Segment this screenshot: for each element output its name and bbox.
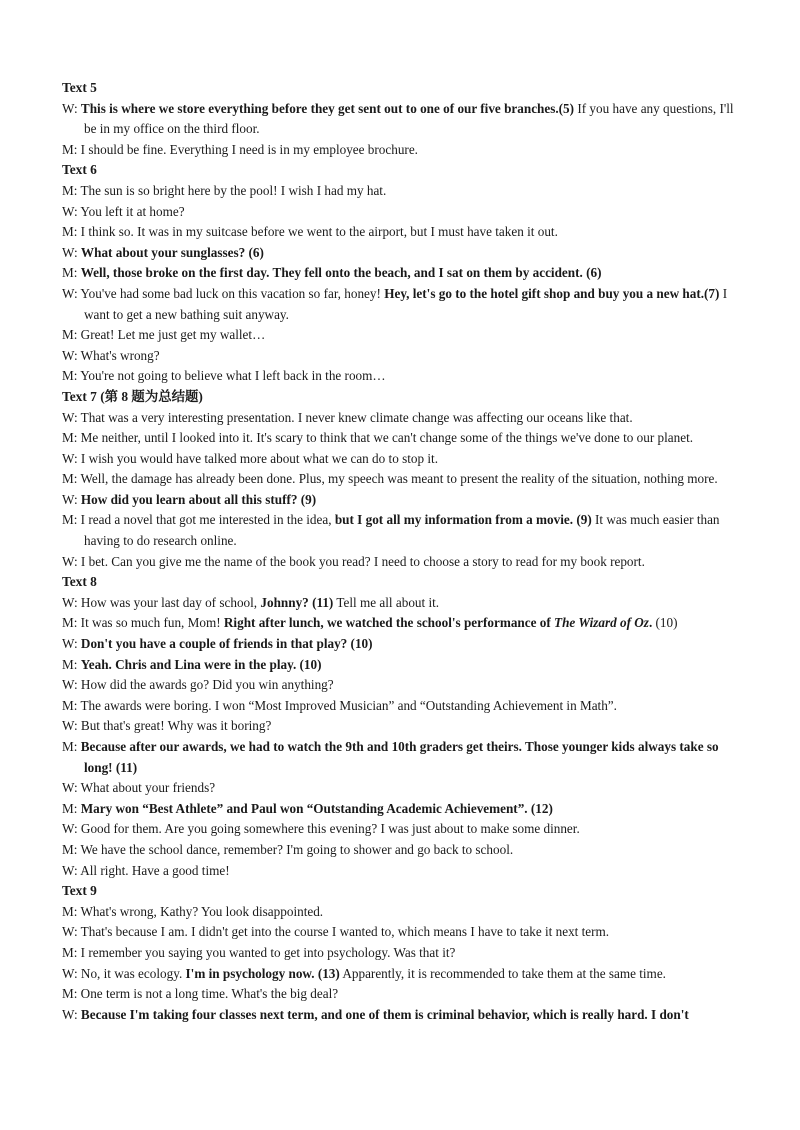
line-text: It was much easier than having to do research online. xyxy=(84,512,720,549)
line-text: W: What about your friends? xyxy=(62,780,216,796)
line-text: M: It was so much fun, Mom! xyxy=(62,615,224,631)
dialogue-line xyxy=(62,449,742,470)
line-text: W: xyxy=(62,244,81,260)
dialogue-line xyxy=(62,469,742,490)
dialogue-line xyxy=(62,510,742,551)
line-text: M: xyxy=(62,739,81,754)
dialogue-line xyxy=(62,675,742,696)
line-text: M: You're not going to believe what I left back in the room… xyxy=(62,368,386,384)
dialogue-line xyxy=(62,284,742,325)
line-text: M: xyxy=(62,656,81,672)
line-text: Don't you have a couple of friends in that play? (10) xyxy=(80,636,373,652)
line-text: W: All right. Have a good time! xyxy=(62,862,230,878)
line-text: W: That's because I am. I didn't get into the course I wanted to, which means I have to take it next term. xyxy=(62,924,610,940)
line-text: but I got all my information from a movie. (9) xyxy=(334,512,592,528)
line-text: W: I bet. Can you give me the name of the book you read? I need to choose a story to read for my book report. xyxy=(62,553,645,569)
section-heading: Text 9 xyxy=(62,883,97,899)
transcript-body xyxy=(62,78,742,1025)
line-text: Mary won “Best Athlete” and Paul won “Outstanding Academic Achievement”. (12) xyxy=(80,800,553,816)
dialogue-line xyxy=(62,819,742,840)
dialogue-line xyxy=(62,655,742,676)
line-text: W: No, it was ecology. xyxy=(62,965,186,981)
section-heading: Text 7 (第 8 题为总结题) xyxy=(62,388,203,404)
line-text: M: We have the school dance, remember? I'm going to shower and go back to school. xyxy=(62,841,514,857)
line-text: W: How did the awards go? Did you win anything? xyxy=(62,677,334,693)
line-text: W: How was your last day of school, xyxy=(62,594,261,610)
line-text: I'm in psychology now. (13) xyxy=(185,965,340,981)
section-heading: Text 6 xyxy=(62,162,97,178)
line-text: Tell me all about it. xyxy=(333,594,440,610)
dialogue-line xyxy=(62,964,742,985)
section-heading: Text 8 xyxy=(62,574,97,590)
dialogue-line xyxy=(62,634,742,655)
line-text: Apparently, it is recommended to take them at the same time. xyxy=(339,965,666,981)
line-text: Yeah. Chris and Lina were in the play. (10) xyxy=(80,656,322,672)
line-text: (10) xyxy=(652,615,678,631)
dialogue-line xyxy=(62,202,742,223)
line-text: The Wizard of Oz xyxy=(554,615,649,631)
dialogue-line xyxy=(62,428,742,449)
dialogue-line xyxy=(62,1005,742,1026)
line-text: Because after our awards, we had to watch the 9th and 10th graders get theirs. Those younger kids always take so long! (11) xyxy=(80,739,719,775)
line-text: Johnny? (11) xyxy=(260,594,334,610)
dialogue-line xyxy=(62,243,742,264)
dialogue-line xyxy=(62,778,742,799)
line-text: Well, those broke on the first day. They fell onto the beach, and I sat on them by accident. (6) xyxy=(80,265,602,281)
dialogue-line xyxy=(62,737,742,778)
line-text: W: Good for them. Are you going somewhere this evening? I was just about to make some dinner. xyxy=(62,821,580,837)
dialogue-line xyxy=(62,840,742,861)
line-text: M: I should be fine. Everything I need is in my employee brochure. xyxy=(62,141,418,157)
dialogue-line xyxy=(62,408,742,429)
dialogue-line xyxy=(62,799,742,820)
section-heading: Text 5 xyxy=(62,80,97,95)
line-text: M: xyxy=(62,265,81,281)
line-text: Right after lunch, we watched the school's performance of xyxy=(223,615,555,631)
line-text: This is where we store everything before they get sent out to one of our five branches.(5) xyxy=(80,100,575,116)
line-text: What about your sunglasses? (6) xyxy=(80,244,264,260)
dialogue-line xyxy=(62,902,742,923)
dialogue-line xyxy=(62,99,742,140)
dialogue-line xyxy=(62,696,742,717)
line-text: W: xyxy=(62,491,81,507)
line-text: If you have any questions, I'll be in my office on the third floor. xyxy=(84,100,734,137)
dialogue-line xyxy=(62,140,742,161)
line-text: Hey, let's go to the hotel gift shop and buy you a new hat.(7) xyxy=(384,285,720,301)
line-text: M: I read a novel that got me interested in the idea, xyxy=(62,512,335,528)
dialogue-line xyxy=(62,861,742,882)
dialogue-line xyxy=(62,222,742,243)
line-text: M: One term is not a long time. What's the big deal? xyxy=(62,986,339,1002)
line-text: M: I think so. It was in my suitcase before we went to the airport, but I must have taken it out. xyxy=(62,224,558,240)
dialogue-line xyxy=(62,263,742,284)
dialogue-line xyxy=(62,490,742,511)
line-text: How did you learn about all this stuff? (9) xyxy=(80,491,317,507)
line-text: W: xyxy=(62,636,81,652)
line-text: M: Me neither, until I looked into it. It's scary to think that we can't change some of the things we've done to our planet. xyxy=(62,430,694,446)
dialogue-line xyxy=(62,922,742,943)
line-text: W: But that's great! Why was it boring? xyxy=(62,718,272,734)
dialogue-line xyxy=(62,943,742,964)
line-text: W: What's wrong? xyxy=(62,347,160,363)
dialogue-line xyxy=(62,325,742,346)
dialogue-line xyxy=(62,181,742,202)
line-text: I want to get a new bathing suit anyway. xyxy=(84,285,728,322)
line-text: W: You've had some bad luck on this vacation so far, honey! xyxy=(62,285,385,301)
dialogue-line xyxy=(62,984,742,1005)
line-text: W: I wish you would have talked more about what we can do to stop it. xyxy=(62,450,439,466)
line-text: M: Well, the damage has already been done. Plus, my speech was meant to present the reality of the situation, nothing more. xyxy=(62,471,718,487)
line-text: W: You left it at home? xyxy=(62,203,185,219)
line-text: M: The awards were boring. I won “Most Improved Musician” and “Outstanding Achievement in Math”. xyxy=(62,697,617,713)
line-text: . xyxy=(648,615,653,631)
line-text: Because I'm taking four classes next term, and one of them is criminal behavior, which is really hard. I don't xyxy=(80,1006,689,1022)
dialogue-line xyxy=(62,552,742,573)
line-text: M: I remember you saying you wanted to get into psychology. Was that it? xyxy=(62,944,456,960)
line-text: W: xyxy=(62,100,81,116)
line-text: M: The sun is so bright here by the pool! I wish I had my hat. xyxy=(62,182,387,198)
dialogue-line xyxy=(62,716,742,737)
dialogue-line xyxy=(62,366,742,387)
line-text: W: That was a very interesting presentation. I never knew climate change was affecting our oceans like that. xyxy=(62,409,633,425)
line-text: M: What's wrong, Kathy? You look disappointed. xyxy=(62,903,324,919)
dialogue-line xyxy=(62,613,742,634)
line-text: M: xyxy=(62,800,81,816)
line-text: M: Great! Let me just get my wallet… xyxy=(62,327,266,343)
dialogue-line xyxy=(62,346,742,367)
dialogue-line xyxy=(62,593,742,614)
line-text: W: xyxy=(62,1006,81,1022)
